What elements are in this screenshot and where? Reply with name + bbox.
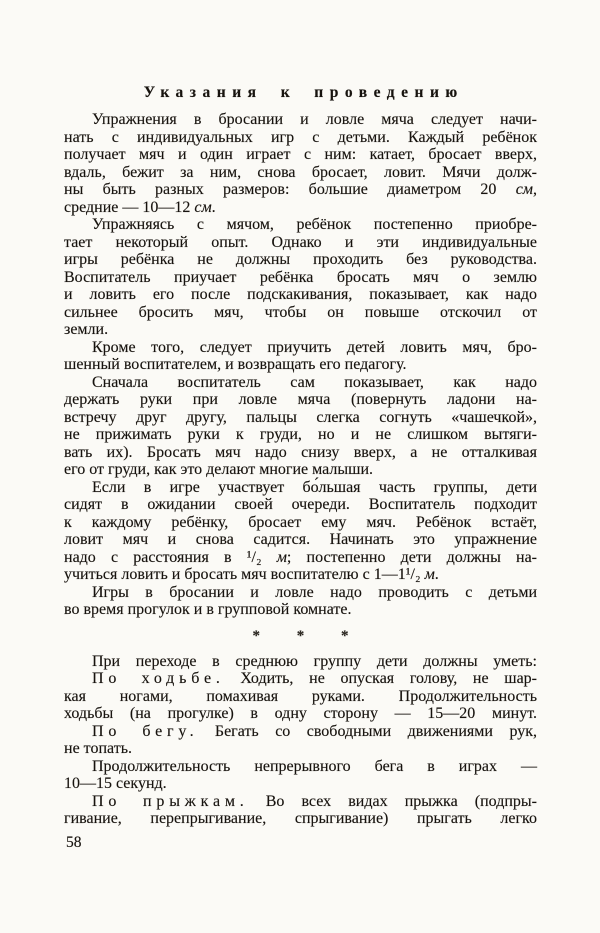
text-block-top	[64, 111, 537, 619]
paragraph	[64, 339, 537, 374]
text-line	[64, 374, 537, 392]
unit-italic: см	[515, 181, 533, 198]
section-separator: * * *	[252, 627, 365, 644]
text-line	[64, 164, 537, 182]
paragraph	[64, 793, 537, 828]
text-line	[64, 793, 537, 811]
text-line	[64, 688, 537, 706]
text-segment: Игры в бросании и ловле надо проводить с детьми	[92, 583, 537, 601]
text-line	[64, 566, 537, 584]
paragraph	[64, 758, 537, 793]
text-segment: получает мяч и один играет с ним: катает, бросает вверх,	[64, 146, 537, 163]
text-line	[64, 723, 537, 741]
text-line	[64, 444, 537, 462]
text-segment: гивание, перепрыгивание, спрыгивание) прыгать легко	[64, 810, 537, 827]
text-segment: Бегать со свободными движениями рук,	[198, 722, 537, 740]
text-segment: не топать.	[64, 740, 132, 757]
text-segment: Сначала воспитатель сам показывает, как надо	[92, 373, 537, 391]
text-segment: его от груди, как это делают многие малыши.	[64, 461, 373, 478]
text-block-bottom	[64, 653, 537, 828]
text-segment: Кроме того, следует приучить детей ловить мяч, бро-	[92, 338, 537, 356]
text-segment: ходьбы (на прогулке) в одну сторону — 15—20 минут.	[64, 705, 537, 722]
text-line	[64, 601, 537, 619]
text-line	[64, 286, 537, 304]
text-line	[64, 234, 537, 252]
text-line	[64, 129, 537, 147]
text-segment: Ходить, не опуская голову, не шар-	[224, 670, 538, 687]
text-segment: не прижимать руки к груди, но и не слишком вытяги-	[64, 426, 537, 443]
text-line	[64, 391, 537, 409]
text-line	[64, 339, 537, 357]
text-line	[64, 426, 537, 444]
text-segment: вдаль, бежит за ним, снова бросает, ловит. Мячи долж-	[64, 163, 537, 181]
text-segment: тает некоторый опыт. Однако и эти индивидуальные	[64, 233, 537, 251]
paragraph	[64, 479, 537, 584]
text-line	[64, 496, 537, 514]
text-line	[64, 146, 537, 164]
text-segment: При переходе в среднюю группу дети должны уметь:	[92, 652, 537, 670]
text-line	[64, 549, 537, 567]
text-segment: Если в игре участвует бо́льшая часть группы, дети	[92, 478, 537, 496]
text-segment: 10—15 секунд.	[64, 775, 167, 792]
text-segment: встречу друг другу, пальцы слегка согнуть «чашечкой»,	[64, 408, 537, 426]
text-line	[64, 251, 537, 269]
text-line	[64, 670, 537, 688]
text-segment: ловит мяч и снова садится. Начинать это упражнение	[64, 531, 537, 548]
paragraph	[64, 111, 537, 216]
text-line	[64, 740, 537, 758]
text-line	[64, 111, 537, 129]
text-segment: Упражняясь с мячом, ребёнок постепенно приобре-	[92, 216, 537, 233]
text-line	[64, 705, 537, 723]
text-segment: Во всех видах прыжка (подпры-	[248, 792, 538, 810]
text-segment: надо с расстояния в ¹/₂	[64, 548, 277, 566]
text-line	[64, 775, 537, 793]
text-segment: Продолжительность непрерывного бега в играх —	[92, 757, 537, 775]
text-line	[64, 199, 537, 217]
unit-italic: м	[276, 548, 287, 566]
text-segment: сильнее бросить мяч, чтобы он повыше отскочил от	[64, 303, 537, 321]
text-segment: игры ребёнка не должны проходить без руководства.	[64, 251, 537, 268]
text-segment: средние — 10—12	[64, 198, 195, 216]
paragraph	[64, 374, 537, 479]
text-segment: .	[211, 198, 216, 216]
text-segment: ны быть разных размеров: большие диаметром 20	[64, 181, 516, 198]
paragraph	[64, 723, 537, 758]
text-line	[64, 758, 537, 776]
text-segment: держать руки при ловле мяча (повернуть ладони на-	[64, 391, 537, 408]
page-title: Указания к проведению	[143, 84, 464, 101]
text-line	[64, 514, 537, 532]
text-line	[64, 584, 537, 602]
text-line	[64, 269, 537, 287]
text-line	[64, 479, 537, 497]
text-line	[64, 461, 537, 479]
paragraph	[64, 216, 537, 339]
spaced-run-in-term: По бегу.	[92, 722, 199, 740]
text-line	[64, 356, 537, 374]
text-segment: ; постепенно дети должны на-	[286, 548, 537, 566]
text-line	[64, 216, 537, 234]
text-segment: сидят в ожидании своей очереди. Воспитатель подходит	[64, 496, 537, 513]
text-segment: шенный воспитателем, и возвращать его педагогу.	[64, 356, 407, 373]
text-segment: Воспитатель приучает ребёнка бросать мяч о землю	[64, 268, 537, 286]
text-line	[64, 304, 537, 322]
paragraph	[64, 670, 537, 723]
text-segment: нать с индивидуальных игр с детьми. Каждый ребёнок	[64, 128, 537, 146]
paragraph	[64, 584, 537, 619]
text-line	[64, 531, 537, 549]
text-segment: ,	[533, 181, 537, 198]
text-segment: и ловить его после подскакивания, показывает, как надо	[64, 286, 537, 303]
text-line	[64, 321, 537, 339]
text-line	[64, 653, 537, 671]
text-line	[64, 810, 537, 828]
text-segment: к каждому ребёнку, бросает ему мяч. Ребёнок встаёт,	[64, 513, 537, 531]
text-segment: вать их). Бросать мяч надо снизу вверх, а не отталкивая	[64, 443, 537, 461]
text-line	[64, 409, 537, 427]
spaced-run-in-term: По ходьбе.	[92, 670, 225, 687]
text-segment: во время прогулок и в групповой комнате.	[64, 601, 352, 618]
text-line	[64, 181, 537, 199]
paragraph	[64, 653, 537, 671]
text-segment: учиться ловить и бросать мяч воспитателю с 1—1¹/₂	[64, 566, 425, 583]
spaced-run-in-term: По прыжкам.	[92, 792, 249, 810]
text-segment: .	[434, 566, 439, 583]
text-column	[64, 84, 537, 828]
unit-italic: м	[424, 566, 435, 583]
text-segment: земли.	[64, 321, 109, 338]
text-segment: Упражнения в бросании и ловле мяча следует начи-	[92, 111, 537, 128]
unit-italic: см	[194, 198, 212, 216]
text-segment: кая ногами, помахивая руками. Продолжительность	[64, 687, 537, 705]
page-number: 58	[66, 834, 82, 851]
